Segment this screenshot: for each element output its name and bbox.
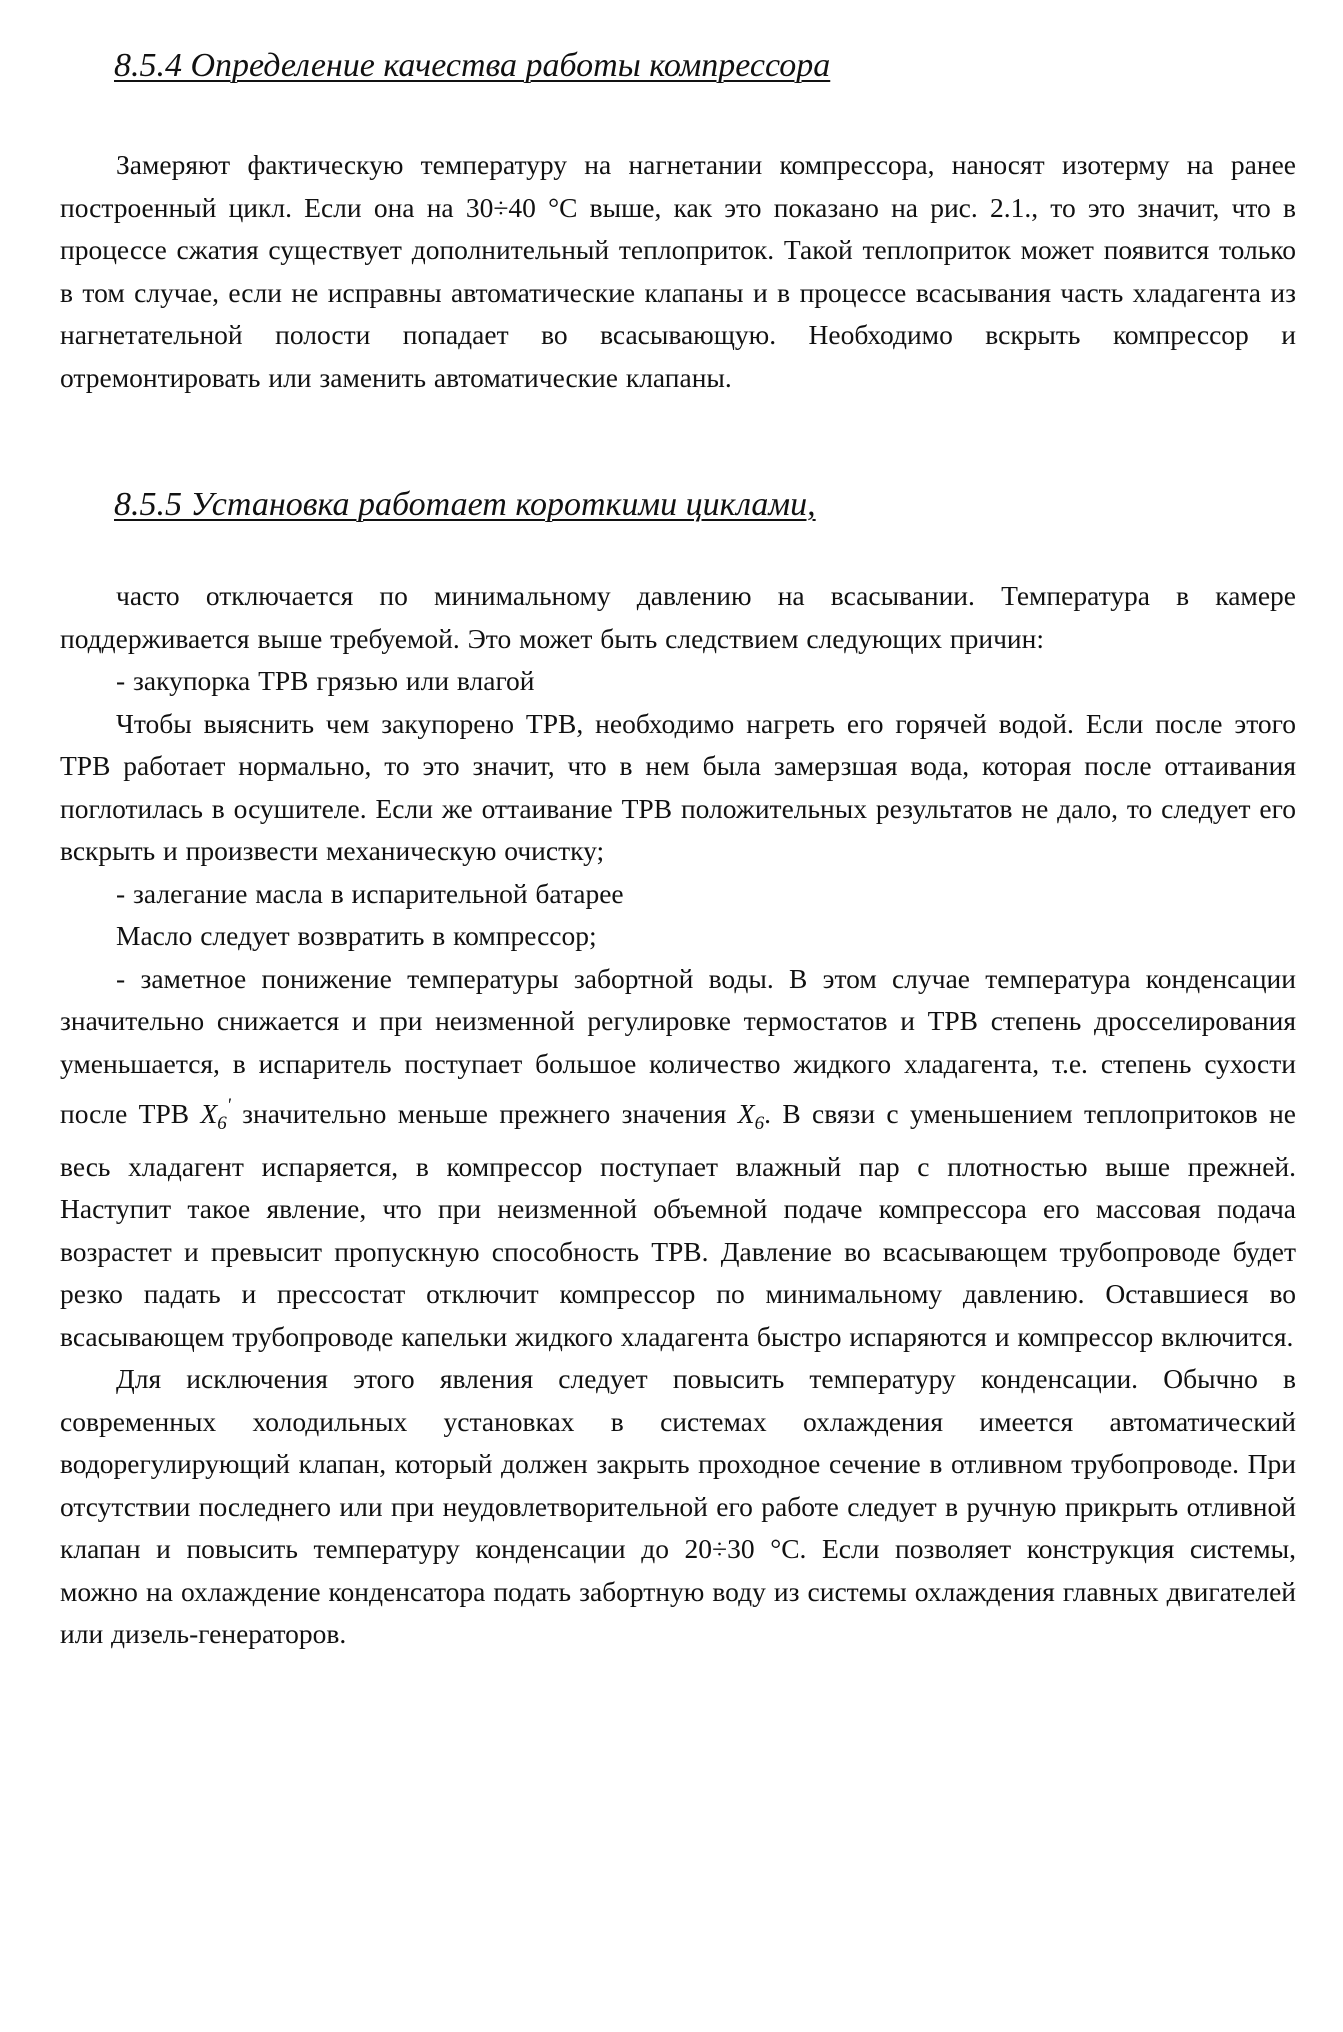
section-heading-8-5-4: 8.5.4 Определение качества работы компрессора <box>114 47 831 84</box>
text-part-a: - заметное понижение температуры забортной воды. В этом случае температура конденсации значительно снижается и при неизменной регулировке термостатов и ТРВ степень дросселирования уменьшается, в испаритель поступает большое количество жидкого хладагента, т.е. степень сухости после ТРВ <box>60 962 1296 1129</box>
variable-letter: X <box>737 1098 755 1129</box>
variable-subscript: 6 <box>754 1113 765 1134</box>
paragraph-trv-clogging-remedy: Чтобы выяснить чем закупорено ТРВ, необходимо нагреть его горячей водой. Если после этого ТРВ работает нормально, то это значит, что в нем была замерзшая вода, которая после оттаивания поглотилась в осушителе. Если же оттаивание ТРВ положительных результатов не дало, то следует его вскрыть и произвести механическую очистку; <box>60 707 1296 866</box>
variable-subscript: 6 <box>217 1113 227 1134</box>
list-item-trv-clogging: - закупорка ТРВ грязью или влагой <box>116 665 535 696</box>
text-part-b: значительно меньше прежнего значения <box>230 1098 738 1129</box>
variable-letter: X <box>200 1098 218 1129</box>
paragraph-seawater-temperature-drop <box>60 958 1296 1359</box>
paragraph-oil-remedy: Масло следует возвратить в компрессор; <box>116 920 597 951</box>
variable-x6 <box>737 1098 765 1134</box>
paragraph-short-cycles-intro: часто отключается по минимальному давлению на всасывании. Температура в камере поддерживается выше требуемой. Это может быть следствием следующих причин: <box>60 580 1296 654</box>
section-heading-8-5-5: 8.5.5 Установка работает короткими циклами, <box>114 486 816 523</box>
variable-prime: ' <box>226 1095 231 1116</box>
paragraph-compressor-quality: Замеряют фактическую температуру на нагнетании компрессора, наносят изотерму на ранее построенный цикл. Если она на 30÷40 °С выше, как это показано на рис. 2.1., то это значит, что в процессе сжатия существует дополнительный теплоприток. Такой теплоприток может появится только в том случае, если не исправны автоматические клапаны и в процессе всасывания часть хладагента из нагнетательной полости попадает во всасывающую. Необходимо вскрыть компрессор и отремонтировать или заменить автоматические клапаны. <box>60 149 1296 393</box>
text-part-c: . В связи с уменьшением теплопритоков не весь хладагент испаряется, в компрессор поступает влажный пар с плотностью выше прежней. Наступит такое явление, что при неизменной объемной подаче компрессора его массовая подача возрастет и превысит пропускную способность ТРВ. Давление во всасывающем трубопроводе будет резко падать и прессостат отключит компрессор по минимальному давлению. Оставшиеся во всасывающем трубопроводе капельки жидкого хладагента быстро испаряются и компрессор включится. <box>60 1098 1296 1352</box>
section-8-5-4-body <box>60 144 1296 399</box>
variable-x6-prime <box>200 1095 231 1134</box>
list-item-oil-in-evaporator: - залегание масла в испарительной батарее <box>116 877 624 909</box>
paragraph-condensation-remedy: Для исключения этого явления следует повысить температуру конденсации. Обычно в современных холодильных установках в системах охлаждения имеется автоматический водорегулирующий клапан, который должен закрыть проходное сечение в отливном трубопроводе. При отсутствии последнего или при неудовлетворительной его работе следует в ручную прикрыть отливной клапан и повысить температуру конденсации до 20÷30 °С. Если позволяет конструкция системы, можно на охлаждение конденсатора подать забортную воду из системы охлаждения главных двигателей или дизель-генераторов. <box>60 1363 1296 1649</box>
section-8-5-5-body <box>60 575 1296 1656</box>
